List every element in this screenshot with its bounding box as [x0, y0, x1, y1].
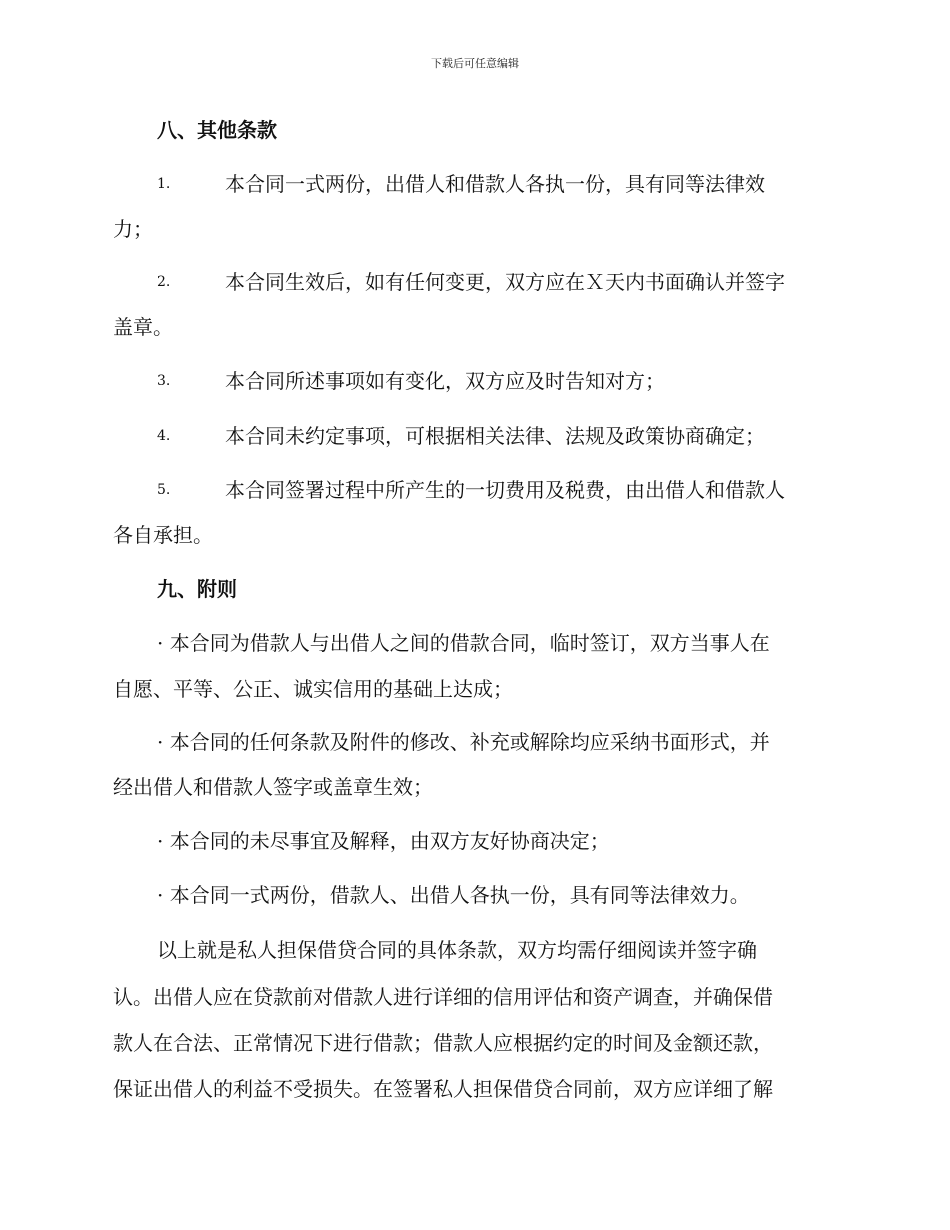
- bullet-1-line-1: · 本合同为借款人与出借人之间的借款合同，临时签订，双方当事人在: [157, 631, 770, 655]
- item-3-line-1: 本合同所述事项如有变化，双方应及时告知对方；: [225, 369, 665, 393]
- closing-line-3: 款人在合法、正常情况下进行借款；借款人应根据约定的时间及金额还款，: [113, 1031, 773, 1055]
- item-3-number: 3.: [157, 373, 171, 389]
- item-4-number: 4.: [157, 428, 171, 444]
- section-9-title: 九、附则: [157, 577, 237, 601]
- item-1-line-1: 本合同一式两份，出借人和借款人各执一份，具有同等法律效: [225, 172, 765, 196]
- item-5-line-1: 本合同签署过程中所产生的一切费用及税费，由出借人和借款人: [225, 478, 785, 502]
- bullet-4-line-1: · 本合同一式两份，借款人、出借人各执一份，具有同等法律效力。: [157, 883, 750, 907]
- item-4-line-1: 本合同未约定事项，可根据相关法律、法规及政策协商确定；: [225, 424, 765, 448]
- item-2-line-2: 盖章。: [113, 315, 173, 339]
- item-2-number: 2.: [157, 274, 171, 290]
- item-1-number: 1.: [157, 176, 171, 192]
- section-8-title: 八、其他条款: [157, 118, 277, 142]
- closing-line-2: 认。出借人应在贷款前对借款人进行详细的信用评估和资产调查，并确保借: [113, 985, 773, 1009]
- bullet-2-line-2: 经出借人和借款人签字或盖章生效；: [113, 775, 433, 799]
- item-2-line-1: 本合同生效后，如有任何变更，双方应在Ｘ天内书面确认并签字: [225, 270, 785, 294]
- item-1-line-2: 力；: [113, 217, 153, 241]
- closing-line-4: 保证出借人的利益不受损失。在签署私人担保借贷合同前，双方应详细了解: [113, 1077, 773, 1101]
- header-note: 下载后可任意编辑: [431, 57, 519, 70]
- bullet-1-line-2: 自愿、平等、公正、诚实信用的基础上达成；: [113, 677, 513, 701]
- closing-line-1: 以上就是私人担保借贷合同的具体条款，双方均需仔细阅读并签字确: [157, 938, 757, 962]
- item-5-line-2: 各自承担。: [113, 523, 213, 547]
- bullet-2-line-1: · 本合同的任何条款及附件的修改、补充或解除均应采纳书面形式，并: [157, 730, 770, 754]
- item-5-number: 5.: [157, 482, 171, 498]
- bullet-3-line-1: · 本合同的未尽事宜及解释，由双方友好协商决定；: [157, 829, 610, 853]
